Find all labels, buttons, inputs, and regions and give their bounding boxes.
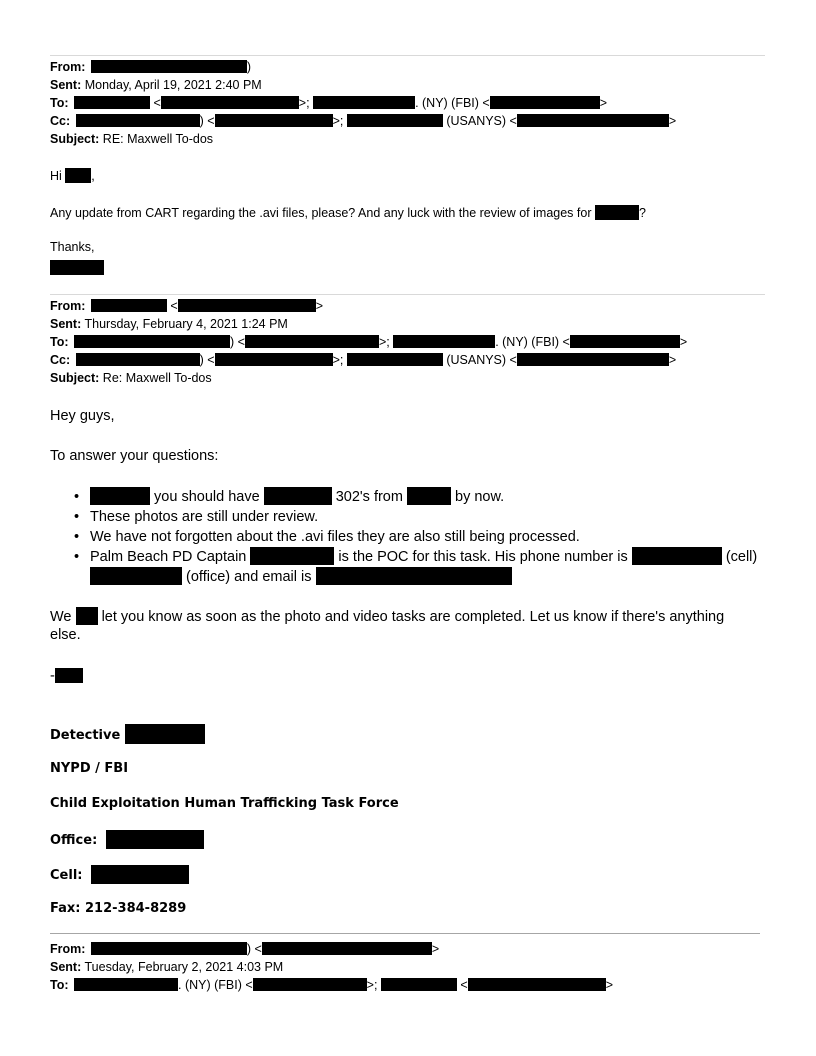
- email1-cc-line: Cc: ) < >; (USANYS) < >: [50, 114, 677, 128]
- list-item-continuation: [62, 567, 757, 587]
- redaction: [50, 260, 104, 275]
- signature-cell: [50, 865, 189, 884]
- redaction: [65, 168, 91, 183]
- to-recipient-suffix: . (NY) (FBI) <: [178, 978, 253, 992]
- list-item: • These photos are still under review.: [74, 509, 319, 525]
- redaction: [570, 335, 680, 348]
- redaction: [250, 547, 334, 565]
- email1-body-line: [50, 205, 646, 220]
- body-text-end: ?: [638, 206, 646, 220]
- redaction: [490, 96, 600, 109]
- email3-from-line: From: ) < >: [50, 942, 440, 956]
- redaction: [347, 114, 443, 127]
- bullet-text: (office) and email is: [186, 569, 312, 585]
- redaction: [74, 978, 178, 991]
- signature-title-text: Detective: [50, 728, 121, 743]
- email2-cc-line: Cc: ) < >; (USANYS) < >: [50, 353, 677, 367]
- bullet-text: We have not forgotten about the .avi files they are also still being processed.: [90, 529, 580, 545]
- email2-sent-line: [50, 317, 288, 332]
- redaction: [91, 299, 167, 312]
- email1-thanks: Thanks,: [50, 240, 95, 254]
- email1-sent-line: [50, 78, 262, 93]
- redaction: [90, 567, 182, 585]
- redaction: [215, 114, 333, 127]
- bullet-text: is the POC for this task. His phone number is: [338, 549, 628, 565]
- redaction: [161, 96, 299, 109]
- from-label: From:: [50, 299, 86, 313]
- bullet-text: These photos are still under review.: [90, 509, 319, 525]
- email2-to-line: To: ) < >; . (NY) (FBI) < >: [50, 335, 688, 349]
- email2-greeting: Hey guys,: [50, 408, 115, 424]
- redaction: [76, 607, 98, 625]
- bullet-text: (cell): [725, 549, 758, 565]
- cc-label: Cc:: [50, 353, 71, 367]
- separator-rule: [50, 55, 765, 56]
- body-text: Any update from CART regarding the .avi files, please? And any luck with the review of images for: [50, 206, 592, 220]
- email3-to-line: To: . (NY) (FBI) < >; < >: [50, 978, 614, 992]
- redaction: [407, 487, 451, 505]
- redaction: [381, 978, 457, 991]
- cc-label: Cc:: [50, 114, 71, 128]
- sent-date: Thursday, February 4, 2021 1:24 PM: [84, 317, 288, 331]
- redaction: [245, 335, 379, 348]
- redaction: [253, 978, 367, 991]
- to-label: To:: [50, 96, 69, 110]
- bullet-text: Palm Beach PD Captain: [90, 549, 247, 565]
- closing-text: let you know as soon as the photo and video tasks are completed. Let us know if there's anything: [101, 609, 725, 625]
- email1-subject-line: [50, 132, 213, 147]
- redaction: [264, 487, 332, 505]
- greeting-text: Hi: [50, 169, 62, 183]
- email2-closing-end: else.: [50, 627, 81, 643]
- email2-bullet-list: [62, 487, 757, 587]
- redaction: [76, 114, 200, 127]
- subject-text: Re: Maxwell To-dos: [102, 371, 212, 385]
- email1-signature-redaction: [50, 259, 104, 277]
- redaction: [74, 335, 230, 348]
- email2-subject-line: [50, 371, 212, 386]
- office-label: Office:: [50, 833, 98, 848]
- subject-label: Subject:: [50, 371, 100, 385]
- email1-to-line: To: < >; . (NY) (FBI) < >: [50, 96, 608, 110]
- list-item: • We have not forgotten about the .avi files they are also still being processed.: [74, 529, 580, 545]
- list-item: • you should have 302's from by now.: [74, 489, 505, 505]
- redaction: [595, 205, 639, 220]
- redaction: [76, 353, 200, 366]
- from-label: From:: [50, 942, 86, 956]
- redaction: [393, 335, 495, 348]
- redaction: [517, 353, 669, 366]
- redaction: [178, 299, 316, 312]
- separator-rule: [50, 933, 760, 934]
- redaction: [468, 978, 606, 991]
- subject-text: RE: Maxwell To-dos: [102, 132, 214, 146]
- email2-intro: To answer your questions:: [50, 448, 219, 464]
- email1-from-line: From: ): [50, 60, 252, 74]
- sent-label: Sent:: [50, 317, 82, 331]
- to-recipient-suffix: . (NY) (FBI) <: [415, 96, 490, 110]
- signature-title: [50, 724, 205, 744]
- to-label: To:: [50, 335, 69, 349]
- email2-closing-line: [50, 607, 724, 625]
- redaction: [316, 567, 512, 585]
- subject-label: Subject:: [50, 132, 100, 146]
- redaction: [106, 830, 204, 849]
- bullet-text: by now.: [455, 489, 505, 505]
- bullet-text: you should have: [154, 489, 260, 505]
- separator-rule: [50, 294, 765, 295]
- cell-label: Cell:: [50, 868, 83, 883]
- signature-office: [50, 830, 204, 849]
- email3-sent-line: [50, 960, 283, 975]
- to-recipient-suffix: . (NY) (FBI) <: [495, 335, 570, 349]
- sent-date: Monday, April 19, 2021 2:40 PM: [84, 78, 262, 92]
- redaction: [215, 353, 333, 366]
- list-item: • Palm Beach PD Captain is the POC for this task. His phone number is (cell): [74, 549, 758, 565]
- redaction: [91, 942, 247, 955]
- closing-text: We: [50, 609, 72, 625]
- cc-recipient-suffix: (USANYS) <: [446, 353, 517, 367]
- redaction: [632, 547, 722, 565]
- redaction: [125, 724, 205, 744]
- dash-text: -: [50, 668, 55, 684]
- signature-unit: Child Exploitation Human Trafficking Task Force: [50, 796, 399, 811]
- redaction: [90, 487, 150, 505]
- redaction: [91, 60, 247, 73]
- redaction: [262, 942, 432, 955]
- sent-label: Sent:: [50, 78, 82, 92]
- sent-label: Sent:: [50, 960, 82, 974]
- email2-from-line: From: < >: [50, 299, 324, 313]
- to-label: To:: [50, 978, 69, 992]
- from-label: From:: [50, 60, 86, 74]
- signature-fax: Fax: 212-384-8289: [50, 901, 187, 916]
- redaction: [91, 865, 189, 884]
- email1-greeting: Hi ,: [50, 169, 95, 183]
- redaction: [347, 353, 443, 366]
- bullet-text: 302's from: [335, 489, 403, 505]
- signature-org: NYPD / FBI: [50, 761, 129, 776]
- email2-sign-dash: [50, 668, 83, 684]
- redaction: [74, 96, 150, 109]
- sent-date: Tuesday, February 2, 2021 4:03 PM: [84, 960, 284, 974]
- redaction: [517, 114, 669, 127]
- redaction: [55, 668, 83, 683]
- cc-recipient-suffix: (USANYS) <: [446, 114, 517, 128]
- redaction: [313, 96, 415, 109]
